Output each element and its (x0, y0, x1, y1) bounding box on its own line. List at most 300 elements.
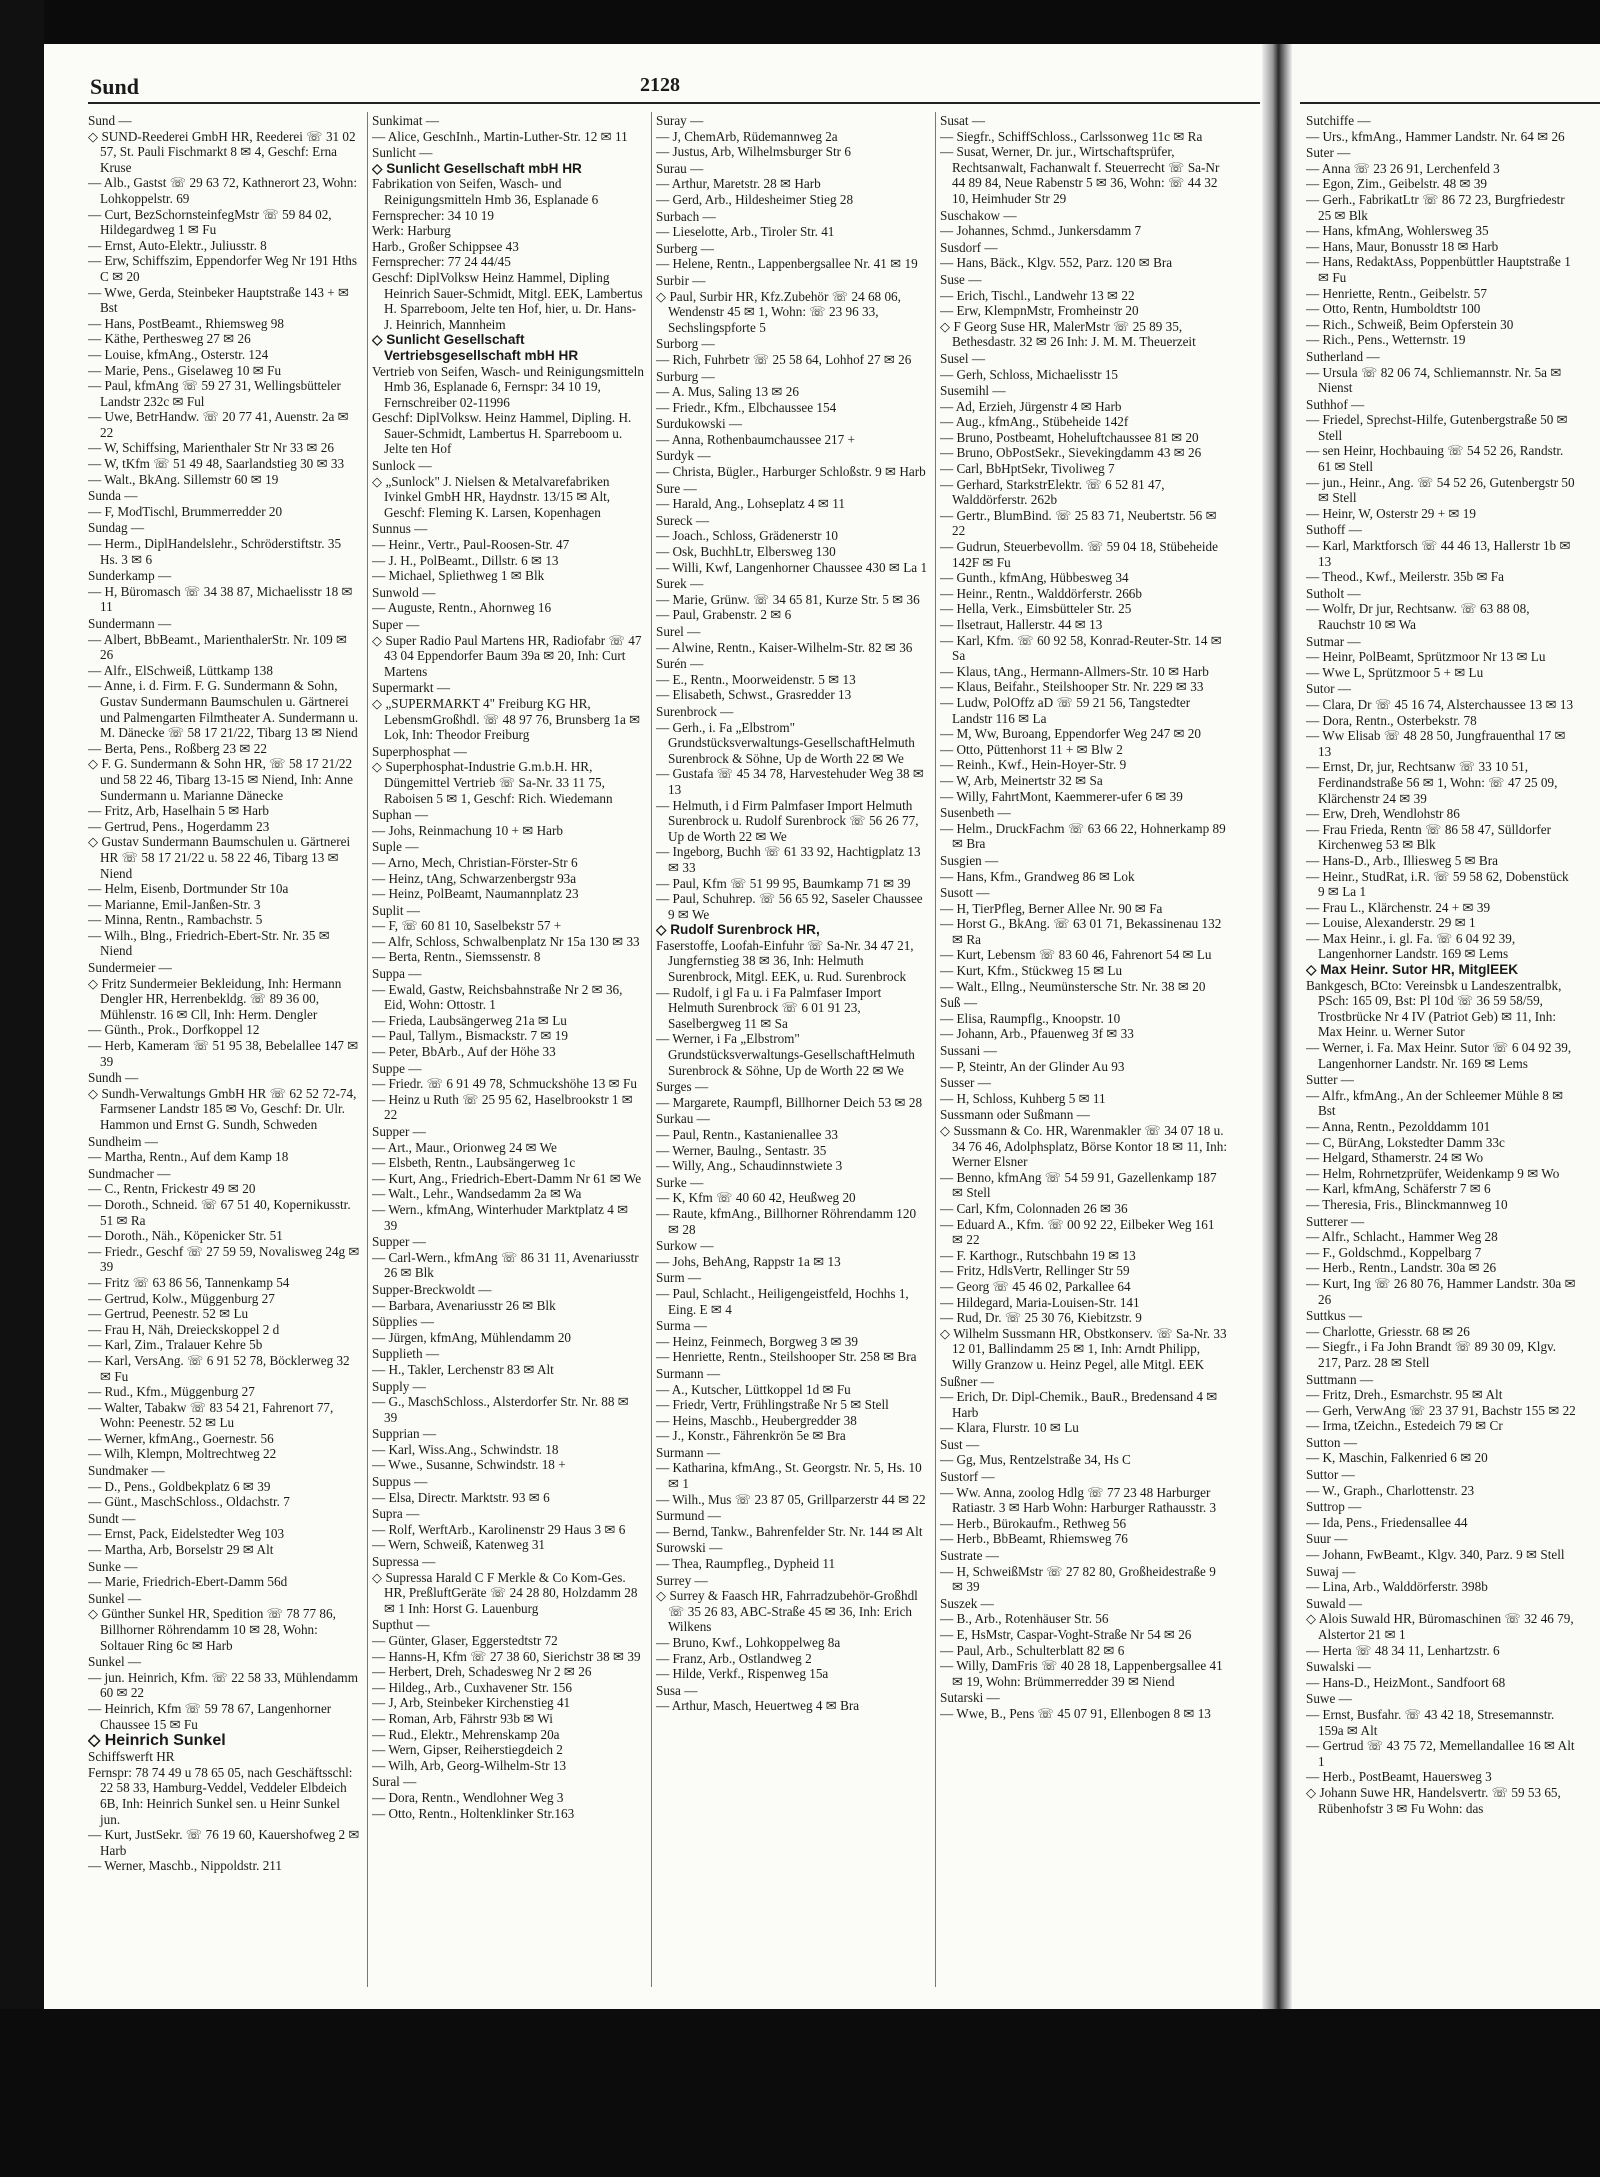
directory-entry: — Heins, Maschb., Heubergredder 38 (656, 1412, 857, 1428)
directory-surname-heading: Suttor — (1306, 1467, 1355, 1483)
directory-entry: — Thea, Raumpfleg., Dypheid 11 (656, 1556, 836, 1572)
directory-entry: — Doroth., Schneid. ☏ 67 51 40, Kopernikusstr. 51 ✉ Ra (88, 1196, 351, 1228)
directory-surname-heading: Suszek — (940, 1595, 994, 1611)
directory-entry: — Wwe, Gerda, Steinbeker Hauptstraße 143 + ✉ Bst (88, 284, 350, 316)
directory-entry: — Johs, BehAng, Rappstr 1a ✉ 13 (656, 1253, 841, 1269)
directory-entry: — Hilde, Verkf., Rispenweg 15a (656, 1666, 829, 1682)
directory-surname-heading: Super — (372, 617, 420, 632)
directory-entry: — Carl-Wern., kfmAng ☏ 86 31 11, Avenariusstr 26 ✉ Blk (372, 1249, 639, 1281)
directory-entry: — sen Heinr, Hochbauing ☏ 54 52 26, Randstr. 61 ✉ Stell (1306, 443, 1564, 475)
directory-surname-heading: Surges — (656, 1079, 709, 1095)
directory-column-3 (656, 112, 928, 2002)
scan-border-top (0, 0, 1600, 44)
directory-entry: — Wwe L, Sprützmoor 5 + ✉ Lu (1306, 664, 1484, 680)
directory-surname-heading: Suwald — (1306, 1595, 1363, 1611)
page-header-title: Sund (90, 74, 139, 99)
directory-entry: — Johann, Arb., Pfauenweg 3f ✉ 33 (940, 1026, 1134, 1042)
directory-surname-heading: Suter — (1306, 145, 1351, 161)
directory-entry: — Hans, Kfm., Grandweg 86 ✉ Lok (940, 868, 1135, 884)
directory-entry: — Wwe., Susanne, Schwindstr. 18 + (372, 1457, 566, 1473)
directory-entry: — Dora, Rentn., Wendlohner Weg 3 (372, 1789, 564, 1805)
directory-entry: — Wilh., Blng., Friedrich-Ebert-Str. Nr. 35 ✉ Niend (88, 927, 330, 959)
directory-entry: — Alfr., Schlacht., Hammer Weg 28 (1306, 1229, 1498, 1245)
directory-surname-heading: Surdyk — (656, 448, 711, 464)
scan-border-left (0, 0, 44, 2177)
directory-entry: ◇ Alois Suwald HR, Büromaschinen ☏ 32 46 79, Alstertor 21 ✉ 1 (1306, 1611, 1574, 1642)
directory-entry: — Bernd, Tankw., Bahrenfelder Str. Nr. 144 ✉ Alt (656, 1523, 923, 1539)
directory-entry: — Herb., PostBeamt, Hauersweg 3 (1306, 1769, 1492, 1785)
directory-entry: — Heinrich, Kfm ☏ 59 78 67, Langenhorner Chaussee 15 ✉ Fu (88, 1700, 332, 1732)
directory-entry: — C., Rentn, Frickestr 49 ✉ 20 (88, 1181, 256, 1197)
directory-surname-heading: Sundheim — (88, 1133, 158, 1149)
directory-entry: — Fritz, Dreh., Esmarchstr. 95 ✉ Alt (1306, 1387, 1503, 1403)
directory-entry: — D., Pens., Goldbekplatz 6 ✉ 39 (88, 1478, 271, 1494)
directory-entry: — Rich., Schweiß, Beim Opferstein 30 (1306, 316, 1514, 332)
directory-entry: — Gerhard, StarkstrElektr. ☏ 6 52 81 47, Walddörferstr. 262b (940, 476, 1165, 508)
directory-entry: — P, Steintr, An der Glinder Au 93 (940, 1058, 1125, 1074)
directory-surname-heading: Susenbeth — (940, 805, 1011, 821)
directory-entry: — Martha, Rentn., Auf dem Kamp 18 (88, 1149, 289, 1165)
directory-entry: ◇ „Sunlock" J. Nielsen & Metalvarefabriken Ivinkel GmbH HR, Haydnstr. 13/15 ✉ Alt, Geschf: Fleming K. Larsen, Kopenhagen (372, 473, 611, 520)
directory-entry: — Gustafa ☏ 45 34 78, Harvestehuder Weg 38 ✉ 13 (656, 766, 924, 797)
directory-entry: — Alwine, Rentn., Kaiser-Wilhelm-Str. 82 ✉ 36 (656, 639, 913, 655)
directory-surname-heading: Sunkimat — (372, 113, 440, 128)
directory-surname-heading: Suttrop — (1306, 1499, 1362, 1515)
directory-surname-heading: Sutmar — (1306, 633, 1361, 649)
directory-entry: ◇ SUND-Reederei GmbH HR, Reederei ☏ 31 02 57, St. Pauli Fischmarkt 8 ✉ 4, Geschf: Erna Kruse (88, 128, 356, 175)
directory-entry: — Louise, kfmAng., Osterstr. 124 (88, 346, 269, 362)
directory-entry: — Siegfr., i Fa John Brandt ☏ 89 30 09, Klgv. 217, Parz. 28 ✉ Stell (1306, 1339, 1557, 1370)
directory-surname-heading: Sutor — (1306, 681, 1352, 697)
directory-surname-heading: Sunnus — (372, 521, 428, 537)
directory-entry: — Carl, Kfm, Colonnaden 26 ✉ 36 (940, 1200, 1128, 1216)
column-divider (935, 112, 936, 1987)
directory-entry: — W, Schiffsing, Marienthaler Str Nr 33 ✉ 26 (88, 440, 334, 456)
directory-entry: Fabrikation von Seifen, Wasch- und Reinigungsmitteln Hmb 36, Esplanade 6 (372, 176, 599, 207)
directory-surname-heading: Sundh — (88, 1070, 139, 1086)
directory-entry: — Wern, Gipser, Reiherstiegdeich 2 (372, 1742, 563, 1758)
directory-entry: — Erw, Dreh, Wendlohstr 86 (1306, 806, 1460, 822)
directory-entry: — Helm, Rohrnetzprüfer, Weidenkamp 9 ✉ Wo (1306, 1165, 1560, 1181)
directory-entry: — F, ModTischl, Brummerredder 20 (88, 503, 283, 519)
directory-entry: — Klaus, tAng., Hermann-Allmers-Str. 10 ✉ Harb (940, 663, 1209, 679)
directory-entry: — Albert, BbBeamt., MarienthalerStr. Nr. 109 ✉ 26 (88, 631, 348, 663)
directory-entry: Fernsprecher: 34 10 19 (372, 207, 494, 223)
directory-entry: — Ilsetraut, Hallerstr. 44 ✉ 13 (940, 617, 1103, 632)
directory-entry: — Otto, Rentn, Humboldtstr 100 (1306, 301, 1481, 317)
directory-entry: — Wilh., Mus ☏ 23 87 05, Grillparzerstr 44 ✉ 22 (656, 1491, 926, 1507)
directory-entry: — Friedr., Kfm., Elbchaussee 154 (656, 399, 837, 415)
directory-entry: — Eduard A., Kfm. ☏ 00 92 22, Eilbeker Weg 161 ✉ 22 (940, 1216, 1215, 1248)
directory-entry: ◇ F Georg Suse HR, MalerMstr ☏ 25 89 35, Bethesdastr. 32 ✉ 26 Inh: J. M. M. Theuerzeit (940, 318, 1196, 350)
directory-surname-heading: Sunkel — (88, 1654, 142, 1670)
facing-header-rule (1300, 102, 1600, 104)
directory-entry: — Marie, Friedrich-Ebert-Damm 56d (88, 1574, 288, 1590)
directory-entry: — Günt., MaschSchloss., Oldachstr. 7 (88, 1494, 290, 1510)
directory-entry: — B., Arb., Rotenhäuser Str. 56 (940, 1611, 1109, 1627)
directory-entry: — Klara, Flurstr. 10 ✉ Lu (940, 1420, 1079, 1436)
directory-surname-heading: Sussmann oder Sußmann — (940, 1107, 1090, 1123)
directory-entry: — Rud, Dr. ☏ 25 30 76, Kiebitzstr. 9 (940, 1310, 1142, 1326)
directory-surname-heading: Sust — (940, 1436, 980, 1452)
directory-surname-heading: Sundermann — (88, 616, 172, 631)
directory-entry: — J, ChemArb, Rüdemannweg 2a (656, 128, 838, 144)
directory-entry: — Hans, RedaktAss, Poppenbüttler Hauptstraße 1 ✉ Fu (1306, 254, 1571, 285)
directory-entry: — Reinh., Kwf., Hein-Hoyer-Str. 9 (940, 757, 1127, 773)
directory-surname-heading: Suttmann — (1306, 1371, 1374, 1387)
directory-entry: — Friedel, Sprechst-Hilfe, Gutenbergstraße 50 ✉ Stell (1306, 412, 1568, 443)
directory-entry: — Heinz, PolBeamt, Naumannplatz 23 (372, 886, 579, 902)
directory-surname-heading: Surmann — (656, 1365, 721, 1381)
directory-surname-heading: Supra — (372, 1506, 420, 1522)
directory-entry: — Roman, Arb, Fährstr 93b ✉ Wi (372, 1710, 553, 1726)
directory-entry: — Gerh., i. Fa „Elbstrom" Grundstücksverwaltungs-GesellschaftHelmuth Surenbrock & Söhne, Up de Worth 22 ✉ We (656, 719, 915, 766)
directory-column-1 (88, 112, 360, 2002)
directory-entry: — Ad, Erzieh, Jürgenstr 4 ✉ Harb (940, 398, 1122, 414)
directory-entry: ◇ Wilhelm Sussmann HR, Obstkonserv. ☏ Sa-Nr. 33 12 01, Ballindamm 25 ✉ 1, Inh: Arndt Philipp, Willy Granzow u. Heinz Pegel, alle Mitgl. EEK (940, 1325, 1227, 1372)
directory-entry: — Katharina, kfmAng., St. Georgstr. Nr. 5, Hs. 10 ✉ 1 (656, 1460, 922, 1492)
directory-entry: — Werner, Baulng., Sentastr. 35 (656, 1142, 827, 1158)
directory-entry: ◇ Sunlicht Gesellschaft Vertriebsgesellschaft mbH HR (372, 332, 579, 363)
directory-entry: — Hans-D., Arb., Illiesweg 5 ✉ Bra (1306, 852, 1498, 868)
directory-entry: — Susat, Werner, Dr. jur., Wirtschaftsprüfer, Rechtsanwalt, Fachanwalt f. Steuerrecht ☏ Sa-Nr 44 89 84, Neue Rabenstr 5 ✉ 36, Wohn: ☏ 44 32 10, Heimhuder Str 29 (940, 144, 1220, 206)
directory-entry: — Rudolf, i gl Fa u. i Fa Palmfaser Import Helmuth Surenbrock ☏ 6 01 91 23, Saselbergweg 11 ✉ Sa (656, 984, 882, 1031)
directory-entry: — Helm, Eisenb, Dortmunder Str 10a (88, 881, 289, 897)
directory-entry: — Carl, BbHptSekr, Tivoliweg 7 (940, 461, 1115, 477)
directory-entry: — Auguste, Rentn., Ahornweg 16 (372, 600, 552, 616)
directory-entry: — Helgard, Sthamerstr. 24 ✉ Wo (1306, 1150, 1484, 1166)
directory-entry: — Ww. Anna, zoolog Hdlg ☏ 77 23 48 Harburger Ratiastr. 3 ✉ Harb Wohn: Harburger Rathausstr. 3 (940, 1484, 1217, 1516)
directory-entry: — Uwe, BetrHandw. ☏ 20 77 41, Auenstr. 2a ✉ 22 (88, 409, 349, 440)
directory-surname-heading: Suppa — (372, 966, 422, 982)
directory-entry: — Willy, DamFris ☏ 40 28 18, Lappenbergsallee 41 ✉ 19, Wohn: Brümmerredder 39 ✉ Niend (940, 1658, 1223, 1689)
directory-surname-heading: Superphosphat — (372, 743, 467, 759)
directory-entry: — Gertr., BlumBind. ☏ 25 83 71, Neubertstr. 56 ✉ 22 (940, 507, 1217, 539)
directory-entry: — Ernst, Busfahr. ☏ 43 42 18, Stresemannstr. 159a ✉ Alt (1306, 1706, 1555, 1738)
directory-entry: — Hans, Maur, Bonusstr 18 ✉ Harb (1306, 238, 1499, 254)
directory-surname-heading: Suphan — (372, 807, 429, 823)
directory-entry: — Anna ☏ 23 26 91, Lerchenfeld 3 (1306, 160, 1500, 176)
directory-entry: — Horst G., BkAng. ☏ 63 01 71, Bekassinenau 132 ✉ Ra (940, 916, 1222, 947)
directory-surname-heading: Surke — (656, 1174, 704, 1190)
directory-entry: — Karl, Wiss.Ang., Schwindstr. 18 (372, 1441, 559, 1457)
directory-entry: — H, Büromasch ☏ 34 38 87, Michaelisstr 18 ✉ 11 (88, 583, 353, 615)
directory-entry: — Wolfr, Dr jur, Rechtsanw. ☏ 63 88 08, Rauchstr 10 ✉ Wa (1306, 601, 1530, 632)
directory-surname-heading: Sutherland — (1306, 348, 1380, 364)
directory-entry: — K, Kfm ☏ 40 60 42, Heußweg 20 (656, 1190, 856, 1206)
directory-entry: — Heinr., StudRat, i.R. ☏ 59 58 62, Dobenstück 9 ✉ La 1 (1306, 868, 1569, 900)
directory-entry: — Ernst, Auto-Elektr., Juliusstr. 8 (88, 237, 267, 253)
directory-entry: — Ernst, Pack, Eidelstedter Weg 103 (88, 1526, 285, 1542)
directory-entry: — Herb., BbBeamt, Rhiemsweg 76 (940, 1531, 1128, 1547)
directory-entry: — H, Schloss, Kuhberg 5 ✉ 11 (940, 1090, 1106, 1106)
directory-entry: — J. H., PolBeamt., Dillstr. 6 ✉ 13 (372, 552, 559, 568)
directory-surname-heading: Suwalski — (1306, 1659, 1371, 1675)
directory-entry: — A., Kutscher, Lüttkoppel 1d ✉ Fu (656, 1381, 851, 1397)
directory-entry: — Egon, Zim., Geibelstr. 48 ✉ 39 (1306, 176, 1488, 192)
directory-entry: — Johannes, Schmd., Junkersdamm 7 (940, 223, 1142, 239)
directory-entry: — H, TierPfleg, Berner Allee Nr. 90 ✉ Fa (940, 900, 1163, 916)
directory-surname-heading: Suple — (372, 839, 419, 855)
directory-surname-heading: Surberg — (656, 240, 714, 256)
header-rule (88, 102, 1260, 104)
directory-entry: — Frau Frieda, Rentn ☏ 86 58 47, Sülldorfer Kirchenweg 53 ✉ Blk (1306, 821, 1552, 853)
directory-surname-heading: Sundt — (88, 1510, 136, 1526)
directory-entry: ◇ Sundh-Verwaltungs GmbH HR ☏ 62 52 72-74, Farmsener Landstr 185 ✉ Vo, Geschf: Dr. Ulr. Hammon und Ernst G. Sundh, Schweden (88, 1085, 357, 1132)
directory-entry: Geschf: DiplVolksw Heinz Hammel, Dipling Heinrich Sauer-Schmidt, Mitgl. EEK, Lambertus H. Sparreboom, Jelte ten Hof, hier, u. Dr. Hans-J. Heinrich, Mannheim (372, 269, 643, 332)
directory-surname-heading: Surel — (656, 624, 701, 639)
directory-entry: — Helm., DruckFachm ☏ 63 66 22, Hohnerkamp 89 ✉ Bra (940, 820, 1226, 852)
directory-surname-heading: Sureck — (656, 512, 710, 528)
directory-entry: — Hans, Bäck., Klgv. 552, Parz. 120 ✉ Bra (940, 255, 1173, 271)
directory-entry: — Marie, Pens., Giselaweg 10 ✉ Fu (88, 362, 282, 378)
directory-entry: — Gerh., FabrikatLtr ☏ 86 72 23, Burgfriedestr 25 ✉ Blk (1306, 191, 1565, 223)
directory-surname-heading: Supper-Breckwoldt — (372, 1281, 492, 1297)
directory-entry: — Johs, Reinmachung 10 + ✉ Harb (372, 822, 563, 838)
directory-entry: — Otto, Rentn., Holtenklinker Str.163 (372, 1805, 575, 1821)
directory-surname-heading: Sutter — (1306, 1072, 1354, 1088)
directory-surname-heading: Supper — (372, 1234, 426, 1250)
directory-entry: — K, Maschin, Falkenried 6 ✉ 20 (1306, 1450, 1488, 1466)
directory-entry: — Paul, Grabenstr. 2 ✉ 6 (656, 607, 792, 623)
directory-entry: — Walt., Lehr., Wandsedamm 2a ✉ Wa (372, 1186, 582, 1202)
directory-surname-heading: Suttkus — (1306, 1308, 1363, 1324)
directory-entry: — W., Graph., Charlottenstr. 23 (1306, 1482, 1475, 1498)
directory-entry: — Wilh, Klempn, Moltrechtweg 22 (88, 1446, 277, 1462)
directory-entry: — W, tKfm ☏ 51 49 48, Saarlandstieg 30 ✉ 33 (88, 456, 345, 472)
directory-entry: — Charlotte, Griesstr. 68 ✉ 26 (1306, 1323, 1470, 1339)
directory-entry: — Osk, BuchhLtr, Elbersweg 130 (656, 544, 836, 560)
directory-entry: — Otto, Püttenhorst 11 + ✉ Blw 2 (940, 741, 1123, 757)
directory-surname-heading: Sussani — (940, 1043, 997, 1059)
directory-entry: — M, Ww, Buroang, Eppendorfer Weg 247 ✉ 20 (940, 726, 1201, 742)
directory-surname-heading: Susdorf — (940, 239, 998, 255)
column-divider (651, 112, 652, 1987)
directory-entry: — Ernst, Dr, jur, Rechtsanw ☏ 33 10 51, Ferdinandstraße 56 ✉ 1, Wohn: ☏ 47 25 09, Klärchenstr 24 ✉ 39 (1306, 759, 1558, 806)
directory-entry: — Paul, Schuhrep. ☏ 56 65 92, Saseler Chaussee 9 ✉ We (656, 891, 923, 922)
directory-surname-heading: Sutholt — (1306, 585, 1361, 601)
directory-entry: Schiffswerft HR (88, 1749, 175, 1765)
directory-entry: — Karl, VersAng. ☏ 6 91 52 78, Böcklerweg 32 ✉ Fu (88, 1352, 350, 1384)
directory-surname-heading: Sure — (656, 480, 697, 496)
directory-surname-heading: Sußner — (940, 1373, 994, 1389)
page-number: 2128 (640, 74, 680, 96)
directory-entry: — Hans, kfmAng, Wohlersweg 35 (1306, 223, 1489, 239)
directory-entry: — Karl, kfmAng, Schäferstr 7 ✉ 6 (1306, 1181, 1491, 1197)
directory-entry: — Curt, BezSchornsteinfegMstr ☏ 59 84 02, Hildegardweg 1 ✉ Fu (88, 206, 332, 238)
directory-surname-heading: Sundmaker — (88, 1463, 165, 1479)
directory-surname-heading: Sustrate — (940, 1548, 999, 1564)
directory-entry: — Rolf, WerftArb., Karolinenstr 29 Haus 3 ✉ 6 (372, 1521, 626, 1537)
directory-entry: — G., MaschSchloss., Alsterdorfer Str. Nr. 88 ✉ 39 (372, 1394, 629, 1425)
directory-entry: — Wwe, B., Pens ☏ 45 07 91, Ellenbogen 8 ✉ 13 (940, 1705, 1211, 1721)
directory-entry: ◇ Supressa Harald C F Merkle & Co Kom-Ges. HR, PreßluftGeräte ☏ 24 28 80, Holzdamm 28 ✉ 1 Inh: Horst G. Lauenburg (372, 1569, 638, 1616)
directory-surname-heading: Susa — (656, 1682, 698, 1698)
directory-entry: — Gertrud, Kolw., Müggenburg 27 (88, 1290, 275, 1306)
directory-surname-heading: Suray — (656, 113, 704, 128)
directory-surname-heading: Surkow — (656, 1238, 714, 1254)
directory-surname-heading: Suwe — (1306, 1691, 1352, 1707)
directory-surname-heading: Susemihl — (940, 383, 1006, 399)
directory-surname-heading: Supprian — (372, 1426, 437, 1442)
directory-surname-heading: Surau — (656, 160, 704, 176)
directory-entry: — Ww Elisab ☏ 48 28 50, Jungfrauenthal 17 ✉ 13 (1306, 728, 1566, 759)
directory-entry: — Rich., Pens., Wetternstr. 19 (1306, 332, 1466, 348)
directory-entry: — Berta, Pens., Roßberg 23 ✉ 22 (88, 740, 267, 756)
directory-entry: — Arthur, Maretstr. 28 ✉ Harb (656, 176, 821, 192)
directory-surname-heading: Surborg — (656, 336, 715, 352)
directory-entry: — Berta, Rentn., Siemssenstr. 8 (372, 949, 541, 965)
directory-surname-heading: Suthoff — (1306, 522, 1362, 538)
directory-entry: — Marie, Grünw. ☏ 34 65 81, Kurze Str. 5 ✉ 36 (656, 591, 920, 607)
directory-entry: — Friedr. ☏ 6 91 49 78, Schmuckshöhe 13 ✉ Fu (372, 1076, 637, 1092)
directory-entry: — Hildegard, Maria-Louisen-Str. 141 (940, 1294, 1140, 1310)
directory-entry: — Karl, Zim., Tralauer Kehre 5b (88, 1337, 263, 1353)
directory-entry: — Werner, i. Fa. Max Heinr. Sutor ☏ 6 04 92 39, Langenhorner Landstr. Nr. 169 ✉ Lems (1306, 1040, 1572, 1071)
column-divider (367, 112, 368, 1987)
directory-entry: — Doroth., Näh., Köpenicker Str. 51 (88, 1228, 283, 1244)
directory-entry: — Ursula ☏ 82 06 74, Schliemannstr. Nr. 5a ✉ Nienst (1306, 364, 1562, 396)
directory-surname-heading: Sundag — (88, 520, 145, 536)
directory-entry: — Werner, i Fa „Elbstrom" Grundstücksverwaltungs-GesellschaftHelmuth Surenbrock & Söhne, Up de Worth 22 ✉ We (656, 1031, 915, 1078)
directory-entry: — Siegfr., SchiffSchloss., Carlssonweg 11c ✉ Ra (940, 128, 1203, 144)
directory-entry: ◇ Fritz Sundermeier Bekleidung, Inh: Hermann Dengler HR, Herrenbekldg. ☏ 89 36 00, Mühlenstr. 16 ✉ Cll, Inh: Herm. Dengler (88, 975, 342, 1022)
directory-entry: — Bruno, Postbeamt, Hoheluftchaussee 81 ✉ 20 (940, 429, 1199, 445)
directory-entry: — Wilh, Arb, Georg-Wilhelm-Str 13 (372, 1757, 567, 1773)
directory-surname-heading: Susel — (940, 350, 986, 366)
directory-entry: Harb., Großer Schippsee 43 (372, 238, 519, 254)
directory-surname-heading: Süpplies — (372, 1314, 434, 1330)
directory-entry: — Heinz, Feinmech, Borgweg 3 ✉ 39 (656, 1333, 858, 1349)
directory-surname-heading: Supply — (372, 1378, 426, 1394)
directory-surname-heading: Suplit — (372, 902, 420, 918)
directory-entry: — Theresia, Fris., Blinckmannweg 10 (1306, 1196, 1508, 1212)
directory-entry: — Georg ☏ 45 46 02, Parkallee 64 (940, 1278, 1131, 1294)
directory-entry: ◇ Sunlicht Gesellschaft mbH HR (372, 160, 582, 176)
directory-surname-heading: Surén — (656, 656, 704, 672)
directory-entry: — F, ☏ 60 81 10, Saselbekstr 57 + (372, 918, 562, 934)
directory-entry: — F., Goldschmd., Koppelbarg 7 (1306, 1244, 1482, 1260)
directory-entry: — Willi, Kwf, Langenhorner Chaussee 430 ✉ La 1 (656, 559, 928, 575)
directory-entry: — Elisa, Raumpflg., Knoopstr. 10 (940, 1010, 1121, 1026)
directory-entry: — Franz, Arb., Ostlandweg 2 (656, 1650, 812, 1666)
directory-entry: Faserstoffe, Loofah-Einfuhr ☏ Sa-Nr. 34 47 21, Jungfernstieg 38 ✉ 36, Inh: Helmuth Surenbrock, Mitgl. EEK, u. Rud. Surenbrock (656, 937, 914, 985)
directory-surname-heading: Supermarkt — (372, 680, 451, 696)
directory-entry: — Paul, Rentn., Kastanienallee 33 (656, 1127, 839, 1142)
directory-entry: — Ewald, Gastw, Reichsbahnstraße Nr 2 ✉ 36, Eid, Wohn: Ottostr. 1 (372, 981, 623, 1013)
directory-entry: Geschf: DiplVolksw. Heinz Hammel, Dipling. H. Sauer-Schmidt, Lambertus H. Sparreboom u. Jelte ten Hof (372, 410, 632, 457)
directory-entry: — Irma, tZeichn., Estedeich 79 ✉ Cr (1306, 1418, 1503, 1434)
directory-entry: — E., Rentn., Moorweidenstr. 5 ✉ 13 (656, 671, 856, 687)
directory-surname-heading: Surmann — (656, 1444, 721, 1460)
scan-border-bottom (0, 2009, 1600, 2177)
directory-entry: — Kurt, Ang., Friedrich-Ebert-Damm Nr 61 ✉ We (372, 1170, 642, 1186)
directory-entry: — Gunth., kfmAng, Hübbesweg 34 (940, 570, 1129, 586)
directory-surname-heading: Surenbrock — (656, 703, 734, 719)
directory-surname-heading: Surm — (656, 1270, 702, 1286)
directory-entry: — Rud., Elektr., Mehrenskamp 20a (372, 1726, 560, 1742)
directory-entry: — J., Konstr., Fährenkrön 5e ✉ Bra (656, 1428, 846, 1444)
directory-entry: ◇ F. G. Sundermann & Sohn HR, ☏ 58 17 21/22 und 58 22 46, Tibarg 13-15 ✉ Niend, Inh: Anne Sundermann u. Marianne Dänecke (88, 756, 353, 803)
directory-entry: — Urs., kfmAng., Hammer Landstr. Nr. 64 ✉ 26 (1306, 128, 1565, 144)
directory-surname-heading: Supressa — (372, 1554, 436, 1570)
directory-entry: — Friedr., Geschf ☏ 27 59 59, Novalisweg 24g ✉ 39 (88, 1243, 360, 1275)
directory-entry: — Alfr, Schloss, Schwalbenplatz Nr 15a 130 ✉ 33 (372, 933, 640, 949)
directory-entry: — Karl, Marktforsch ☏ 44 46 13, Hallerstr 1b ✉ 13 (1306, 538, 1571, 569)
directory-entry: ◇ Paul, Surbir HR, Kfz.Zubehör ☏ 24 68 06, Wendenstr 45 ✉ 1, Wohn: ☏ 23 96 33, Sechslingspforte 5 (656, 288, 901, 335)
directory-entry: — Herb, Kameram ☏ 51 95 38, Bebelallee 147 ✉ 39 (88, 1038, 359, 1069)
directory-entry: — Harald, Ang., Lohseplatz 4 ✉ 11 (656, 496, 845, 512)
directory-entry: — Lieselotte, Arb., Tiroler Str. 41 (656, 224, 835, 240)
directory-entry: — Herta ☏ 48 34 11, Lenhartzstr. 6 (1306, 1642, 1500, 1658)
directory-entry: — H., Takler, Lerchenstr 83 ✉ Alt (372, 1361, 554, 1377)
directory-surname-heading: Sundmacher — (88, 1165, 171, 1181)
directory-surname-heading: Sutton — (1306, 1434, 1357, 1450)
directory-entry: — C, BürAng, Lokstedter Damm 33c (1306, 1134, 1505, 1150)
directory-entry: ◇ Gustav Sundermann Baumschulen u. Gärtnerei HR ☏ 58 17 21/22 u. 58 22 46, Tibarg 13 ✉ Niend (88, 834, 351, 881)
directory-entry: — Peter, BbArb., Auf der Höhe 33 (372, 1044, 556, 1060)
directory-entry: — Heinr., Vertr., Paul-Roosen-Str. 47 (372, 537, 570, 553)
directory-entry: — Arthur, Masch, Heuertweg 4 ✉ Bra (656, 1698, 860, 1714)
directory-entry: — Werner, kfmAng., Goernestr. 56 (88, 1430, 274, 1446)
directory-entry: — Theod., Kwf., Meilerstr. 35b ✉ Fa (1306, 569, 1504, 585)
directory-surname-heading: Susott — (940, 885, 990, 901)
directory-entry: — A. Mus, Saling 13 ✉ 26 (656, 384, 799, 400)
directory-entry: — H, SchweißMstr ☏ 27 82 80, Großheidestraße 9 ✉ 39 (940, 1563, 1216, 1595)
directory-entry: — Ingeborg, Buchh ☏ 61 33 92, Hachtigplatz 13 ✉ 33 (656, 844, 921, 875)
directory-entry: — Henriette, Rentn., Geibelstr. 57 (1306, 285, 1487, 301)
directory-surname-heading: Sural — (372, 1774, 417, 1790)
directory-surname-heading: Surdukowski — (656, 416, 743, 432)
directory-surname-heading: Suwaj — (1306, 1563, 1356, 1579)
directory-entry: — Fritz, HdlsVertr, Rellinger Str 59 (940, 1263, 1130, 1279)
directory-entry: — Klaus, Beifahr., Steilshooper Str. Nr. 229 ✉ 33 (940, 679, 1204, 695)
directory-entry: — Aug., kfmAng., Stübeheide 142f (940, 414, 1129, 430)
directory-entry: — Frau L., Klärchenstr. 24 + ✉ 39 (1306, 899, 1491, 915)
directory-entry: — Bruno, ObPostSekr., Sievekingdamm 43 ✉ 26 (940, 445, 1202, 461)
directory-entry: — Gudrun, Steuerbevollm. ☏ 59 04 18, Stübeheide 142F ✉ Fu (940, 539, 1219, 570)
directory-entry: — Anna, Rothenbaumchaussee 217 + (656, 431, 855, 447)
directory-entry: — Justus, Arb, Wilhelmsburger Str 6 (656, 144, 851, 160)
directory-entry: — Gertrud ☏ 43 75 72, Memellandallee 16 ✉ Alt 1 (1306, 1738, 1575, 1769)
directory-entry: Bankgesch, BCto: Vereinsbk u Landeszentralbk, PSch: 165 09, Bst: Pl 10d ☏ 36 59 58/59, Trostbrücke Nr 4 IV (Patriot Geb) ✉ 11, Inh: Max Heinr. u. Werner Sutor (1306, 977, 1562, 1040)
directory-entry: — Elsbeth, Rentn., Laubsängerweg 1c (372, 1155, 576, 1171)
directory-surname-heading: Suß — (940, 995, 978, 1011)
directory-entry: — Bruno, Kwf., Lohkoppelweg 8a (656, 1635, 841, 1650)
directory-entry: — Gg, Mus, Rentzelstraße 34, Hs C (940, 1452, 1131, 1468)
directory-surname-heading: Sutterer — (1306, 1213, 1365, 1229)
directory-entry: — Louise, Alexanderstr. 29 ✉ 1 (1306, 915, 1476, 931)
facing-page-column (1306, 112, 1576, 2002)
directory-entry: — Anne, i. d. Firm. F. G. Sundermann & Sohn, Gustav Sundermann Baumschulen u. Gärtnerei und Palmengarten Filmtheater A. Sundermann u. M. Dänecke ☏ 58 17 21/22, Tibarg 13 ✉ Niend (88, 678, 359, 741)
directory-entry: — Helene, Rentn., Lappenbergsallee Nr. 41 ✉ 19 (656, 256, 918, 272)
directory-entry: — Friedr, Vertr, Frühlingstraße Nr 5 ✉ Stell (656, 1397, 889, 1413)
directory-entry: — Gerh, Schloss, Michaelisstr 15 (940, 366, 1119, 382)
directory-entry: — Herb., Rentn., Landstr. 30a ✉ 26 (1306, 1260, 1497, 1276)
directory-entry: — Kurt, Ing ☏ 26 80 76, Hammer Landstr. 30a ✉ 26 (1306, 1275, 1576, 1307)
directory-entry: — Paul, Tallym., Bismackstr. 7 ✉ 19 (372, 1028, 568, 1044)
directory-entry: — Marianne, Emil-Janßen-Str. 3 (88, 896, 261, 912)
directory-entry: ◇ Johann Suwe HR, Handelsvertr. ☏ 59 53 65, Rübenhofstr 3 ✉ Fu Wohn: das (1306, 1784, 1561, 1816)
directory-entry: — Herm., DiplHandelslehr., Schröderstiftstr. 35 Hs. 3 ✉ 6 (88, 536, 342, 567)
directory-entry: — Arno, Mech, Christian-Förster-Str 6 (372, 854, 578, 870)
directory-column-4 (940, 112, 1228, 2002)
directory-surname-heading: Surkau — (656, 1111, 710, 1127)
directory-entry: — W, Arb, Meinertstr 32 ✉ Sa (940, 772, 1103, 788)
directory-entry: — Ida, Pens., Friedensallee 44 (1306, 1514, 1468, 1530)
directory-entry: — Benno, kfmAng ☏ 54 59 91, Gazellenkamp 187 ✉ Stell (940, 1169, 1217, 1201)
directory-entry: — Raute, kfmAng., Billhorner Röhrendamm 120 ✉ 28 (656, 1205, 917, 1237)
